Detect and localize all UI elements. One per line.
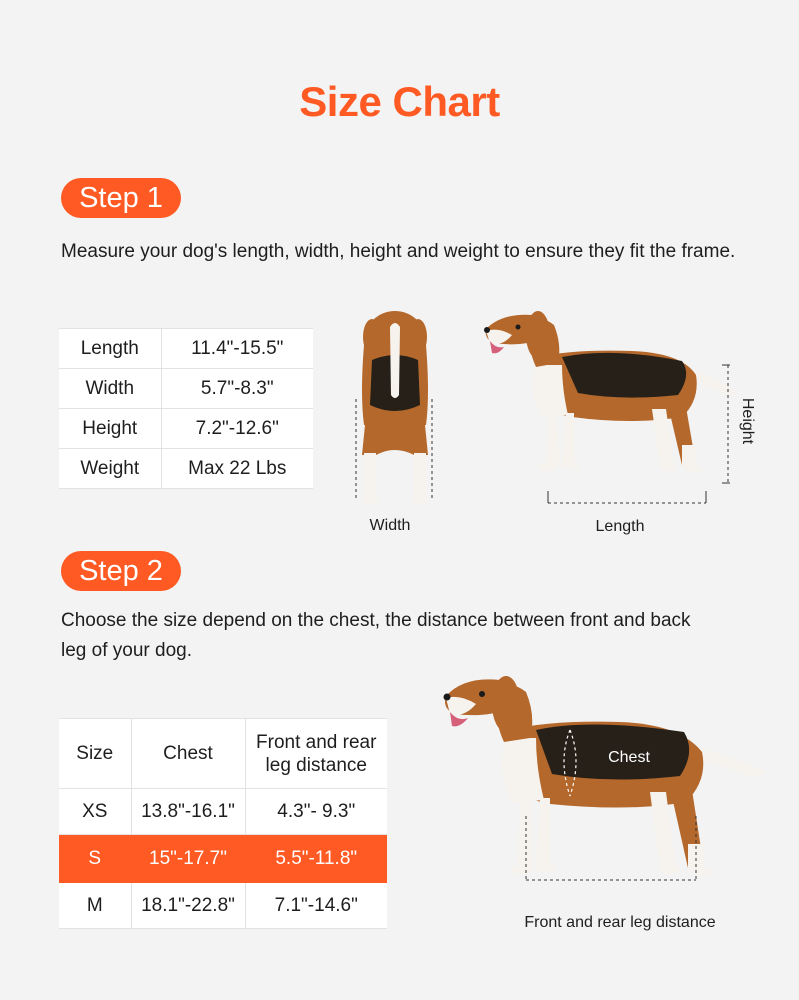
measure-label: Length: [59, 329, 161, 369]
measure-label: Weight: [59, 449, 161, 489]
table-row: [59, 883, 387, 929]
table-header-row: [59, 719, 387, 789]
table-row: [59, 329, 313, 369]
step-1-description: Measure your dog's length, width, height and weight to ensure they fit the frame.: [61, 241, 736, 262]
size-cell: M: [59, 883, 131, 929]
chest-cell: 13.8"-16.1": [131, 789, 245, 835]
width-caption: Width: [369, 517, 411, 534]
height-caption: Height: [739, 397, 756, 445]
header-leg-distance: [245, 719, 387, 789]
dog-side-view-image: [482, 305, 772, 515]
length-caption: Length: [595, 518, 645, 535]
measure-value: 7.2"-12.6": [161, 409, 313, 449]
measure-label: Width: [59, 369, 161, 409]
measure-label: Height: [59, 409, 161, 449]
size-table: [59, 718, 387, 929]
table-row: [59, 369, 313, 409]
leg-cell: 7.1"-14.6": [245, 883, 387, 929]
step-2-description-line-1: Choose the size depend on the chest, the distance between front and back: [61, 610, 691, 631]
table-row-highlighted: [59, 835, 387, 883]
step-2-badge: Step 2: [61, 551, 181, 591]
chest-cell: 18.1"-22.8": [131, 883, 245, 929]
table-row: [59, 409, 313, 449]
step-2-description-line-2: leg of your dog.: [61, 640, 192, 661]
size-cell: XS: [59, 789, 131, 835]
table-row: [59, 789, 387, 835]
size-cell: S: [59, 835, 131, 883]
page-title: Size Chart: [299, 78, 500, 125]
header-leg-line-1: Front and rear: [256, 731, 377, 753]
header-chest: Chest: [131, 719, 245, 789]
dog-chest-view-image: [440, 668, 780, 903]
header-size: Size: [59, 719, 131, 789]
dog-rear-illustration: [361, 311, 429, 504]
measure-value: Max 22 Lbs: [161, 449, 313, 489]
measurement-table: [59, 328, 313, 489]
leg-distance-caption: Front and rear leg distance: [524, 914, 716, 931]
chest-cell: 15"-17.7": [131, 835, 245, 883]
step-1-badge: Step 1: [61, 178, 181, 218]
measure-value: 5.7"-8.3": [161, 369, 313, 409]
chest-caption: Chest: [608, 749, 650, 766]
measure-value: 11.4"-15.5": [161, 329, 313, 369]
dog-rear-view-image: [350, 305, 440, 510]
dog-chest-illustration: [444, 676, 767, 876]
leg-cell: 4.3"- 9.3": [245, 789, 387, 835]
dog-side-illustration: [484, 311, 738, 473]
table-row: [59, 449, 313, 489]
header-leg-line-2: leg distance: [265, 754, 367, 776]
leg-cell: 5.5"-11.8": [245, 835, 387, 883]
